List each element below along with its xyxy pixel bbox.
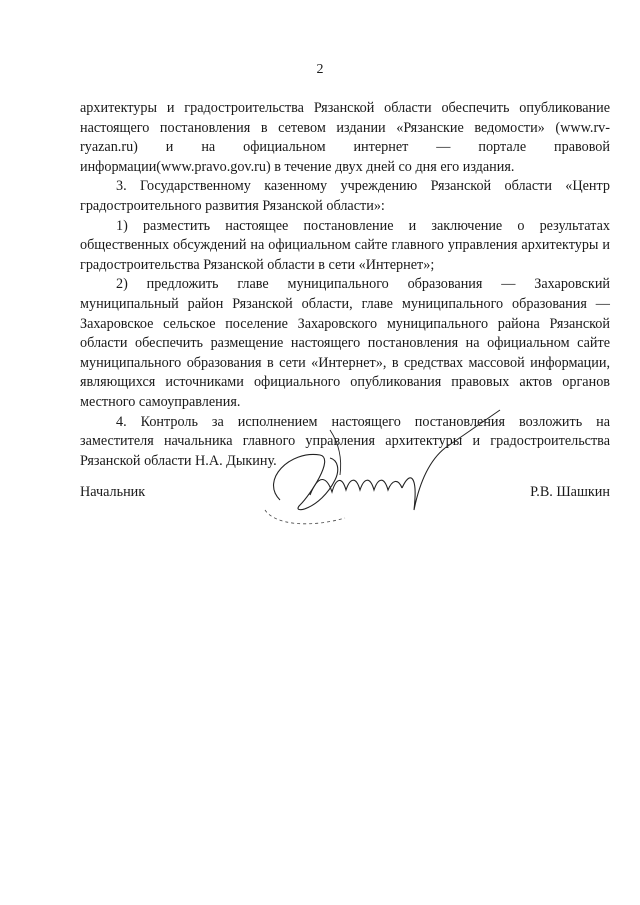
paragraph-item-4: 4. Контроль за исполнением настоящего постановления возложить на заместителя начальника главного управления архитектуры и градостроительства Рязанской области Н.А. Дыкину. [80,413,610,469]
paragraph-publication: архитектуры и градостроительства Рязанской области обеспечить опубликование настоящего постановления в сетевом издании «Рязанские ведомости» (www.rv-ryazan.ru) и на официальном интернет — портале правовой информации(www.pravo.gov.ru) в течение двух дней со дня его издания. [80,100,610,175]
paragraph-item-3: 3. Государственному казенному учреждению Рязанской области «Центр градостроительного развития Рязанской области»: [80,178,610,214]
handwritten-signature [250,400,520,550]
signer-name: Р.В. Шашкин [530,484,610,500]
paragraph-item-3-1: 1) разместить настоящее постановление и заключение о результатах общественных обсуждений на официальном сайте главного управления архитектуры и градостроительства Рязанской области в сети «Интернет»; [80,217,610,273]
signer-position: Начальник [80,484,146,500]
page-number: 2 [316,62,324,77]
paragraph-item-3-2: 2) предложить главе муниципального образования — Захаровский муниципальный район Рязанской области, главе муниципального образования — Захаровское сельское поселение Захаровского муниципального района Рязанской области обеспечить размещение настоящего постановления на официальном сайте муниципального образования в сети «Интернет», в средствах массовой информации, являющихся источниками официального опубликования правовых актов органов местного самоуправления. [80,276,610,410]
